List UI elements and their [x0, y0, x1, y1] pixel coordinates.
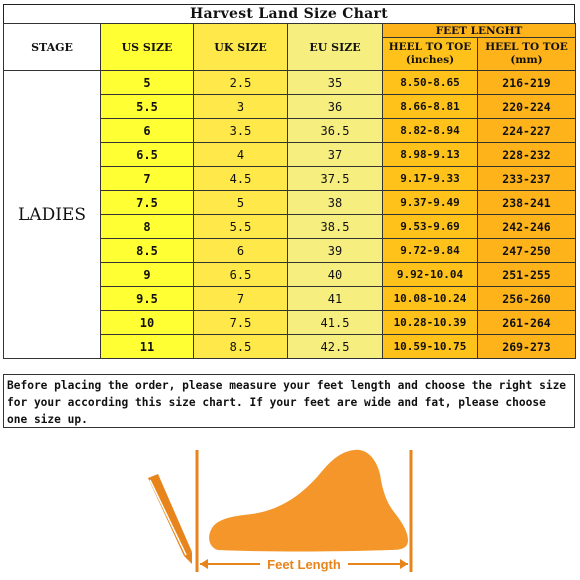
heel-to-toe-inches-cell: 8.98-9.13	[383, 143, 478, 167]
heel-to-toe-mm-cell: 261-264	[478, 311, 576, 335]
heel-to-toe-inches-cell: 8.66-8.81	[383, 95, 478, 119]
heel-to-toe-inches-cell: 8.82-8.94	[383, 119, 478, 143]
us-size-cell: 5.5	[101, 95, 194, 119]
us-size-cell: 11	[101, 335, 194, 359]
heel-to-toe-inches-cell: 10.59-10.75	[383, 335, 478, 359]
heel-to-toe-inches-cell: 10.08-10.24	[383, 287, 478, 311]
heel-to-toe-mm-cell: 242-246	[478, 215, 576, 239]
eu-size-cell: 37.5	[288, 167, 383, 191]
uk-size-cell: 5	[194, 191, 288, 215]
uk-size-cell: 6	[194, 239, 288, 263]
uk-size-cell: 8.5	[194, 335, 288, 359]
header-heel-to-toe-mm	[478, 38, 576, 71]
chart-title: Harvest Land Size Chart	[3, 4, 575, 23]
us-size-cell: 6	[101, 119, 194, 143]
uk-size-cell: 7	[194, 287, 288, 311]
header-heel-to-toe-inches	[383, 38, 478, 71]
heel-to-toe-mm-cell: 247-250	[478, 239, 576, 263]
uk-size-cell: 3	[194, 95, 288, 119]
table-row	[4, 71, 576, 95]
uk-size-cell: 6.5	[194, 263, 288, 287]
heel-to-toe-inches-cell: 8.50-8.65	[383, 71, 478, 95]
heel-to-toe-mm-cell: 238-241	[478, 191, 576, 215]
uk-size-cell: 3.5	[194, 119, 288, 143]
uk-size-cell: 5.5	[194, 215, 288, 239]
sizing-note: Before placing the order, please measure your feet length and choose the right size for your according this size chart. If your feet are wide and fat, please choose one size up.	[3, 374, 575, 428]
feet-length-illustration	[140, 440, 440, 580]
size-chart-table	[3, 23, 576, 359]
heel-to-toe-inches-cell: 9.37-9.49	[383, 191, 478, 215]
heel-to-toe-inches-cell: 10.28-10.39	[383, 311, 478, 335]
header-stage: STAGE	[4, 24, 101, 71]
us-size-cell: 5	[101, 71, 194, 95]
heel-to-toe-mm-cell: 220-224	[478, 95, 576, 119]
eu-size-cell: 35	[288, 71, 383, 95]
header-uk-size: UK SIZE	[194, 24, 288, 71]
heel-to-toe-mm-cell: 233-237	[478, 167, 576, 191]
header-us-size: US SIZE	[101, 24, 194, 71]
eu-size-cell: 36.5	[288, 119, 383, 143]
header-mm-line1: HEEL TO TOE	[485, 41, 568, 53]
heel-to-toe-inches-cell: 9.92-10.04	[383, 263, 478, 287]
us-size-cell: 9.5	[101, 287, 194, 311]
heel-to-toe-inches-cell: 9.53-9.69	[383, 215, 478, 239]
header-inches-line1: HEEL TO TOE	[388, 41, 472, 53]
header-mm-line2: (mm)	[510, 54, 543, 66]
us-size-cell: 7	[101, 167, 194, 191]
heel-to-toe-mm-cell: 251-255	[478, 263, 576, 287]
eu-size-cell: 41	[288, 287, 383, 311]
us-size-cell: 10	[101, 311, 194, 335]
size-rows	[4, 71, 576, 359]
header-inches-line2: (inches)	[405, 54, 455, 66]
us-size-cell: 7.5	[101, 191, 194, 215]
eu-size-cell: 36	[288, 95, 383, 119]
eu-size-cell: 40	[288, 263, 383, 287]
us-size-cell: 8	[101, 215, 194, 239]
heel-to-toe-mm-cell: 256-260	[478, 287, 576, 311]
uk-size-cell: 4	[194, 143, 288, 167]
heel-to-toe-inches-cell: 9.72-9.84	[383, 239, 478, 263]
uk-size-cell: 4.5	[194, 167, 288, 191]
eu-size-cell: 39	[288, 239, 383, 263]
header-feet-length: FEET LENGHT	[383, 24, 576, 38]
feet-length-label: Feet Length	[267, 557, 341, 572]
us-size-cell: 9	[101, 263, 194, 287]
us-size-cell: 6.5	[101, 143, 194, 167]
eu-size-cell: 41.5	[288, 311, 383, 335]
eu-size-cell: 37	[288, 143, 383, 167]
stage-label: LADIES	[4, 71, 101, 359]
heel-to-toe-mm-cell: 228-232	[478, 143, 576, 167]
eu-size-cell: 38.5	[288, 215, 383, 239]
header-eu-size: EU SIZE	[288, 24, 383, 71]
pencil-icon	[148, 474, 192, 564]
heel-to-toe-mm-cell: 216-219	[478, 71, 576, 95]
eu-size-cell: 42.5	[288, 335, 383, 359]
heel-to-toe-mm-cell: 224-227	[478, 119, 576, 143]
us-size-cell: 8.5	[101, 239, 194, 263]
eu-size-cell: 38	[288, 191, 383, 215]
heel-to-toe-inches-cell: 9.17-9.33	[383, 167, 478, 191]
foot-silhouette-icon	[209, 450, 408, 552]
uk-size-cell: 7.5	[194, 311, 288, 335]
heel-to-toe-mm-cell: 269-273	[478, 335, 576, 359]
uk-size-cell: 2.5	[194, 71, 288, 95]
